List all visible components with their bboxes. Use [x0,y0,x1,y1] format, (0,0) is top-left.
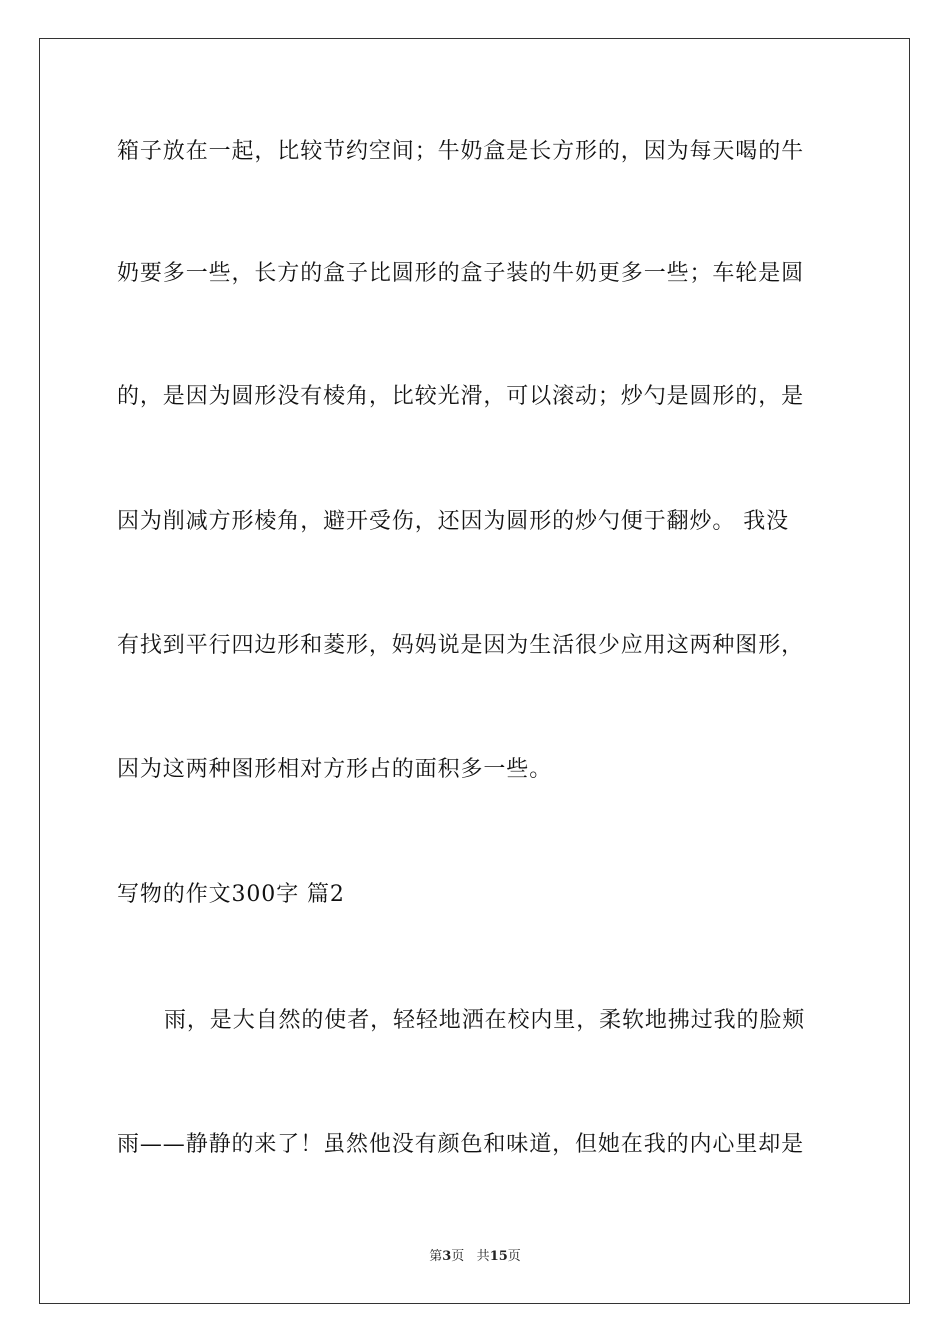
page-suffix: 页 [451,1249,465,1264]
section-heading: 写物的作文300字 篇2 [117,882,345,907]
page-number: 3 [442,1249,452,1264]
body-line-2: 奶要多一些，长方的盒子比圆形的盒子装的牛奶更多一些；车轮是圆 [117,261,805,286]
total-suffix: 页 [507,1249,521,1264]
page-prefix: 第 [429,1249,443,1264]
total-pages: 15 [489,1249,508,1264]
body-line-3: 的，是因为圆形没有棱角，比较光滑，可以滚动；炒勺是圆形的，是 [117,384,805,409]
body-line-4: 因为削减方形棱角，避开受伤，还因为圆形的炒勺便于翻炒。 我没 [117,509,789,534]
paragraph2-line-1: 雨，是大自然的使者，轻轻地洒在校内里，柔软地拂过我的脸颊 [164,1008,806,1033]
body-line-5: 有找到平行四边形和菱形，妈妈说是因为生活很少应用这两种图形， [117,633,805,658]
paragraph2-line-2: 雨——静静的来了！虽然他没有颜色和味道，但她在我的内心里却是 [117,1132,805,1157]
body-line-6: 因为这两种图形相对方形占的面积多一些。 [117,757,553,782]
body-line-1: 箱子放在一起，比较节约空间；牛奶盒是长方形的，因为每天喝的牛 [117,139,805,164]
total-prefix: 共 [476,1249,490,1264]
page-border [39,38,910,1304]
page-footer [0,1248,950,1266]
